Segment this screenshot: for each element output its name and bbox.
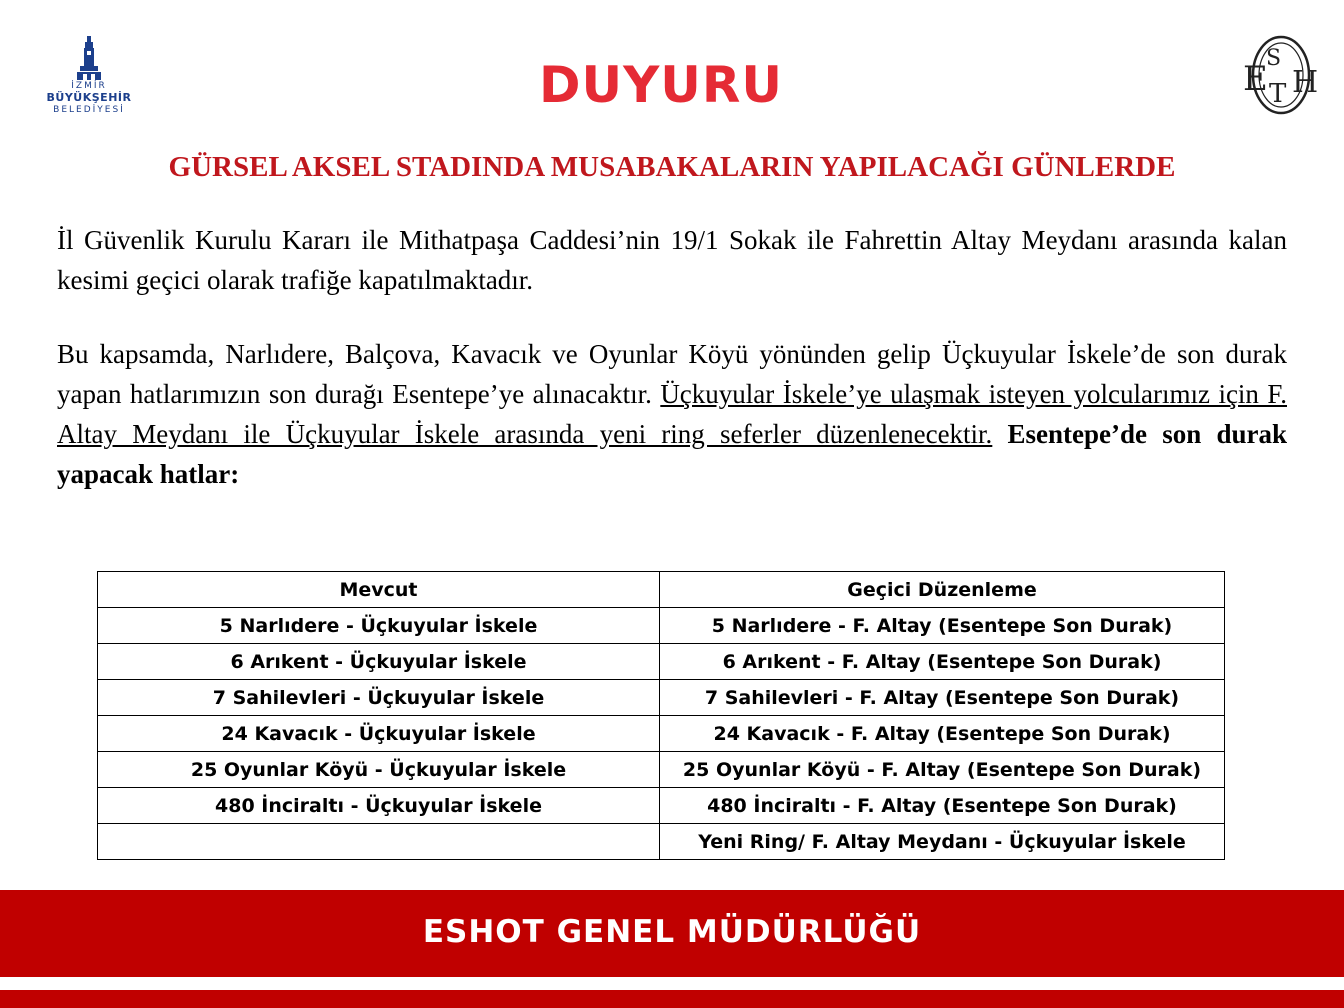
svg-text:T: T: [1269, 79, 1287, 109]
announcement-subtitle: GÜRSEL AKSEL STADINDA MUSABAKALARIN YAPILACAĞI GÜNLERDE: [168, 151, 1176, 183]
cell-current-route: 5 Narlıdere - Üçkuyular İskele: [98, 608, 660, 644]
table-row: [98, 680, 1225, 716]
paragraph-route-changes: [57, 334, 1287, 494]
column-header-mevcut: Mevcut: [98, 572, 660, 608]
cell-current-route: [98, 824, 660, 860]
svg-text:H: H: [1292, 65, 1319, 100]
paragraph-bold-text: Esentepe’de son durak yapacak hatlar:: [57, 419, 1287, 489]
footer-band: [0, 990, 1344, 1008]
cell-temporary-route: 6 Arıkent - F. Altay (Esentepe Son Durak): [660, 644, 1225, 680]
cell-current-route: 6 Arıkent - Üçkuyular İskele: [98, 644, 660, 680]
cell-current-route: 480 İnciraltı - Üçkuyular İskele: [98, 788, 660, 824]
table-row: [98, 608, 1225, 644]
cell-temporary-route: 24 Kavacık - F. Altay (Esentepe Son Durak): [660, 716, 1225, 752]
paragraph-road-closure: İl Güvenlik Kurulu Kararı ile Mithatpaşa Caddesi’nin 19/1 Sokak ile Fahrettin Altay Meydanı arasında kalan kesimi geçici olarak trafiğe kapatılmaktadır.: [57, 225, 1287, 295]
cell-current-route: 25 Oyunlar Köyü - Üçkuyular İskele: [98, 752, 660, 788]
paragraph-plain-text: Bu kapsamda, Narlıdere, Balçova, Kavacık ve Oyunlar Köyü yönünden gelip Üçkuyular İskele’de son durak yapan hatlarımızın son durağı Esentepe’ye alınacaktır.: [57, 339, 1287, 409]
cell-current-route: 7 Sahilevleri - Üçkuyular İskele: [98, 680, 660, 716]
svg-text:S: S: [1266, 46, 1282, 71]
cell-temporary-route: 7 Sahilevleri - F. Altay (Esentepe Son Durak): [660, 680, 1225, 716]
table-row: [98, 716, 1225, 752]
table-row: [98, 752, 1225, 788]
route-table: [97, 571, 1225, 860]
logo-text-buyuksehir: BÜYÜKŞEHİR: [46, 91, 132, 104]
page-title: DUYURU: [538, 56, 783, 114]
logo-text-belediyesi: BELEDİYESİ: [53, 105, 125, 115]
cell-temporary-route: 25 Oyunlar Köyü - F. Altay (Esentepe Son Durak): [660, 752, 1225, 788]
table-header-row: [98, 572, 1225, 608]
table-row: [98, 824, 1225, 860]
column-header-gecici-duzenleme: Geçici Düzenleme: [660, 572, 1225, 608]
logo-text-izmir: İZMİR: [71, 81, 107, 91]
cell-temporary-route: 5 Narlıdere - F. Altay (Esentepe Son Durak): [660, 608, 1225, 644]
table-row: [98, 644, 1225, 680]
paragraph-underlined-text: Üçkuyular İskele’ye ulaşmak isteyen yolcularımız için F. Altay Meydanı ile Üçkuyular İskele arasında yeni ring seferler düzenlenecektir.: [57, 379, 1287, 449]
cell-temporary-route: Yeni Ring/ F. Altay Meydanı - Üçkuyular İskele: [660, 824, 1225, 860]
table-row: [98, 788, 1225, 824]
cell-temporary-route: 480 İnciraltı - F. Altay (Esentepe Son Durak): [660, 788, 1225, 824]
cell-current-route: 24 Kavacık - Üçkuyular İskele: [98, 716, 660, 752]
svg-text:E: E: [1243, 59, 1268, 99]
footer-banner: ESHOT GENEL MÜDÜRLÜĞÜ: [0, 890, 1344, 977]
